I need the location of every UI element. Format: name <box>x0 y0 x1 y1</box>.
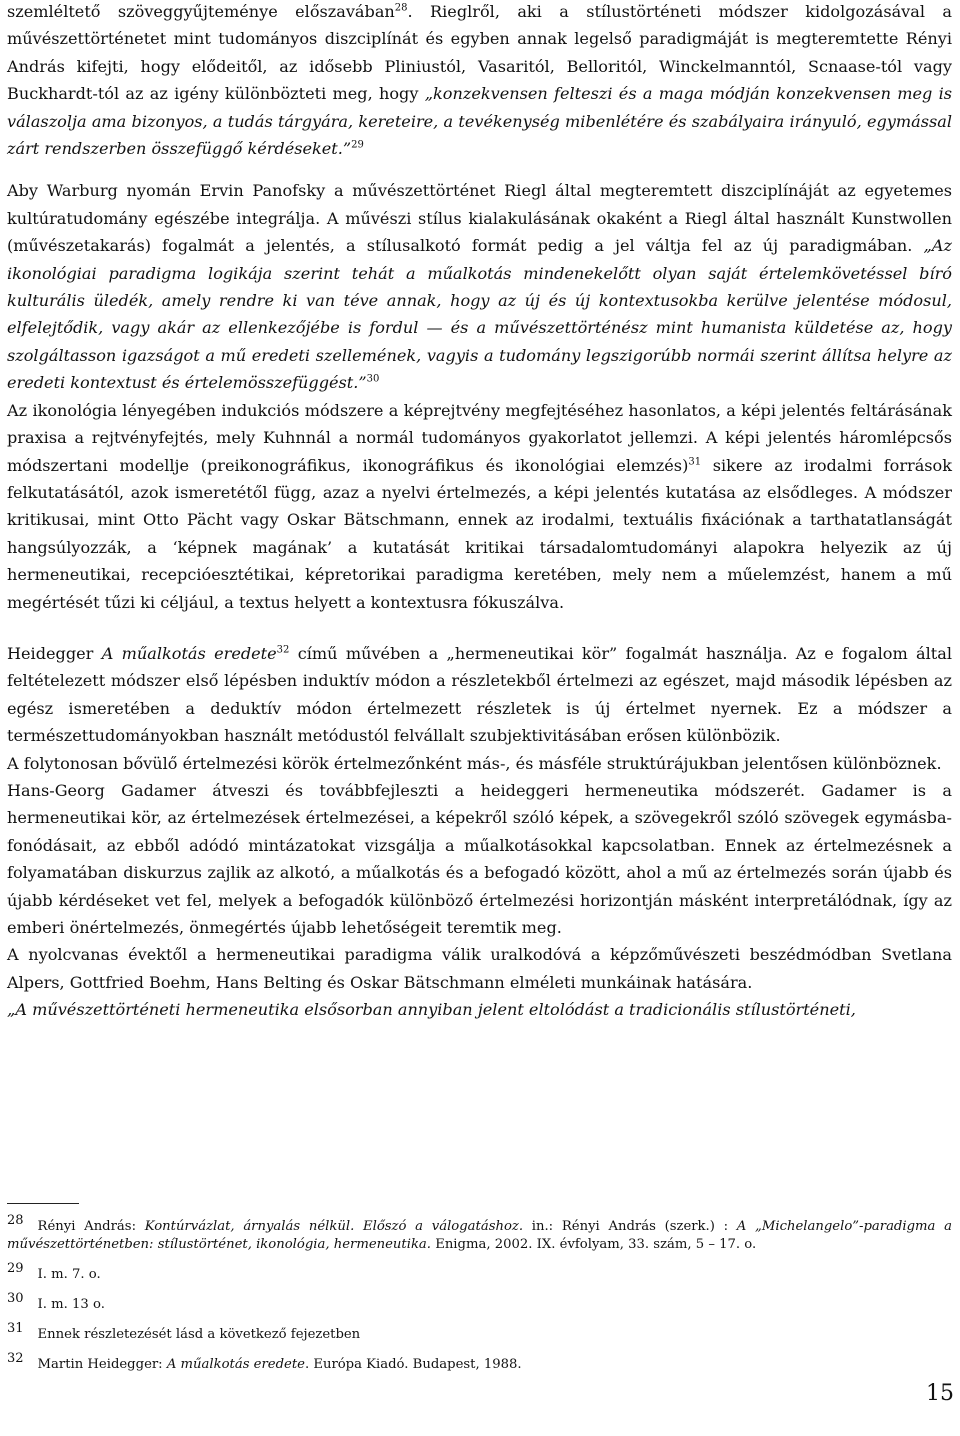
footnote-divider <box>7 1203 79 1204</box>
text-run: I. m. 13 o. <box>37 1297 105 1312</box>
footnotes <box>7 1212 952 1380</box>
footnote-31 <box>7 1320 952 1344</box>
italic-text: „A művészettörténeti hermeneutika elsősorban annyiban jelent eltolódást a tradicionális stílustörténeti, <box>7 1000 856 1020</box>
paragraph-5 <box>7 750 952 777</box>
footnote-ref: 31 <box>688 456 702 468</box>
footnote-28 <box>7 1212 952 1254</box>
text-run: A folytonosan bővülő értelmezési körök értelmezőnként más-, és másféle struktúrájukban jelentősen különböznek. <box>7 753 942 773</box>
paragraph-2 <box>7 177 952 396</box>
footnote-ref: 30 <box>366 373 380 385</box>
text-run: . Európa Kiadó. Budapest, 1988. <box>304 1357 522 1372</box>
footnote-number: 30 <box>7 1291 24 1306</box>
paragraph-4 <box>7 640 952 750</box>
text-run: Rényi András: <box>37 1219 145 1234</box>
footnote-ref: 32 <box>276 644 290 656</box>
text-run: A nyolcvanas évektől a hermeneutikai paradigma válik uralkodóvá a képzőművészeti beszédmódban Svetlana Alpers, Gottfried Boehm, Hans Belting és Oskar Bätschmann elméleti munkáinak hatására. <box>7 945 952 992</box>
paragraph-7 <box>7 941 952 996</box>
footnote-number: 28 <box>7 1213 24 1228</box>
page-number: 15 <box>926 1381 954 1406</box>
footnote-number: 31 <box>7 1321 24 1336</box>
italic-text: A műalkotás eredete <box>166 1357 305 1372</box>
footnote-ref: 29 <box>351 139 364 151</box>
paragraph-6 <box>7 777 952 941</box>
paragraph-1 <box>7 0 952 162</box>
italic-text: „Az ikonológiai paradigma logikája szerint tehát a műalkotás mindenekelőtt olyan saját értelemkövetéssel bíró kulturális üledék, amely rendre ki van téve annak, hogy az új és új kontextusokba kerülve jelentése módosul, elfelejtődik, vagy akár az ellenkezőjébe is fordul — és a művészettörténész mint humanista küldetése az, hogy szolgáltasson igazságot a mű eredeti szellemének, vagyis a tudomány legszigorúbb normái szerint állítsa helyre az eredeti kontextust és értelemösszefüggést.” <box>7 236 952 393</box>
footnote-30 <box>7 1290 952 1314</box>
footnote-number: 32 <box>7 1351 24 1366</box>
text-run: Aby Warburg nyomán Ervin Panofsky a művészettörténet Riegl által megteremtett diszciplínáját az egyetemes kultúratudomány egészébe integrálja. A művészi stílus kialakulásának okaként a Riegl által használt Kunstwollen (művészetakarás) fogalmát a jelentés, a stílusalkotó formát pedig a jel váltja fel az új paradigmában. <box>7 181 952 256</box>
text-run: Hans-Georg Gadamer átveszi és továbbfejleszti a heideggeri hermeneutika módszerét. Gadamer is a hermeneutikai kör, az értelmezések értelmezései, a képekről szóló képek, a szövegekről szóló szövegek egymásba-fonódásait, az ebből adódó mintázatokat vizsgálja a műalkotásokkal kapcsolatban. Ennek az értelmezésnek a folyamatában diskurzus zajlik az alkotó, a műalkotás és a befogadó között, ahol a mű az értelmezés során újabb és újabb kérdéseket vet fel, melyek a befogadók különböző értelmezési horizontján másként interpretálódnak, így az emberi önértelmezés, önmegértés újabb lehetőségeit teremtik meg. <box>7 780 952 937</box>
italic-text: A „Michelangelo”-paradigma a művészettörténetben: stílustörténet, ikonológia, hermeneutika. <box>7 1219 952 1252</box>
footnote-32 <box>7 1350 952 1374</box>
text-run: című művében a „hermeneutikai kör” fogalmát használja. Az e fogalom által feltételezett módszer első lépésben induktív módon a részletekből értelmezi az egészet, majd második lépésben az egész ismeretében a deduktív módon értelmezett részletek is új értelmet nyernek. Ez a módszer a természettudományokban használt metódustól felvállalt szubjektivitásában erősen különbözik. <box>7 643 952 746</box>
text-run: in.: Rényi András (szerk.) : <box>523 1219 737 1234</box>
footnote-29 <box>7 1260 952 1284</box>
italic-text: A műalkotás eredete <box>101 643 277 663</box>
text-run: szemléltető szöveggyűjteménye előszavában <box>7 2 395 21</box>
footnote-ref: 28 <box>394 2 408 14</box>
text-run: Martin Heidegger: <box>37 1357 167 1372</box>
paragraph-8 <box>7 996 952 1023</box>
text-run: Ennek részletezését lásd a következő fejezetben <box>37 1327 361 1342</box>
italic-text: „konzekvensen felteszi és a maga módján konzekvensen meg is válaszolja ama bizonyos, a tudás tárgyára, kereteire, a tevékenység mibenlétére és szabályaira irányuló, egymással zárt rendszerben összefüggő kérdéseket.” <box>7 84 952 159</box>
text-run: sikere az irodalmi források felkutatásától, azok ismeretétől függ, azaz a nyelvi értelmezés, a képi jelentés kutatása az elsődleges. A módszer kritikusai, mint Otto Pächt vagy Oskar Bätschmann, ennek az irodalmi, textuális fixációnak a tarthatatlanságát hangsúlyozzák, a ‘képnek magának’ a kutatását kritikai társadalomtudományi alapokra helyezik az új hermeneutikai, recepcióesztétikai, képretorikai paradigma keretében, mely nem a műelemzést, hanem a mű megértését tűzi ki céljául, a textus helyett a kontextusra fókuszálva. <box>7 455 952 612</box>
text-run: . Rieglről, aki a stílustörténeti módszer kidolgozásával a művészettörténetet mint tudományos diszciplínát és egyben annak legelső paradigmáját is megteremtette Rényi András kifejti, hogy elődeitől, az idősebb Pliniustól, Vasaritól, Belloritól, Winckelmanntól, Scnaase-tól vagy Buckhardt-tól az az igény különbözteti meg, hogy <box>7 2 953 104</box>
text-run: I. m. 7. o. <box>37 1267 101 1282</box>
text-run: Az ikonológia lényegében indukciós módszere a képrejtvény megfejtéséhez hasonlatos, a képi jelentés feltárásának praxisa a rejtvényfejtés, mely Kuhnnál a normál tudományos gyakorlatot jellemzi. A képi jelentés háromlépcsős módszertani modellje (preikonográfikus, ikonográfikus és ikonológiai elemzés) <box>7 400 952 475</box>
italic-text: Kontúrvázlat, árnyalás nélkül. Előszó a válogatáshoz. <box>144 1219 524 1234</box>
footnote-number: 29 <box>7 1261 24 1276</box>
text-run: Enigma, 2002. IX. évfolyam, 33. szám, 5 – 17. o. <box>431 1237 757 1252</box>
paragraph-3 <box>7 397 952 616</box>
text-run: Heidegger <box>7 643 102 663</box>
